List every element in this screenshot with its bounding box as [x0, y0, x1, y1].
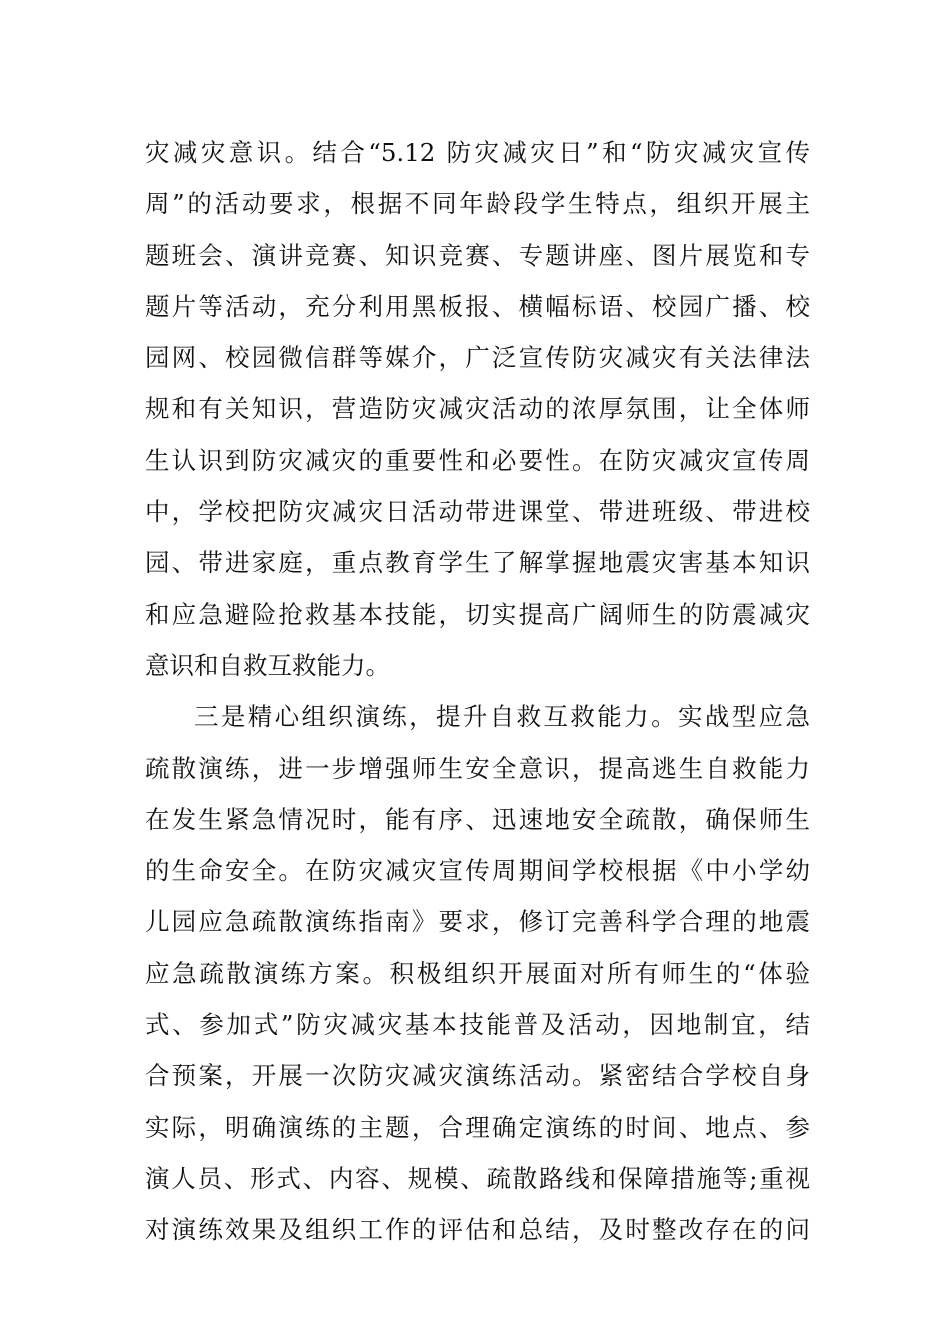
- text-line: 园网、校园微信群等媒介，广泛宣传防灾减灾有关法律法: [145, 343, 810, 373]
- body-text: [145, 127, 810, 1256]
- text-line: 合预案，开展一次防灾减灾演练活动。紧密结合学校自身: [145, 1061, 810, 1091]
- text-line: 中，学校把防灾减灾日活动带进课堂、带进班级、带进校: [145, 497, 810, 527]
- text-line: 应急疏散演练方案。积极组织开展面对所有师生的“体验: [145, 958, 810, 988]
- text-line: 式、参加式”防灾减灾基本技能普及活动，因地制宜，结: [145, 1010, 810, 1040]
- text-line: 意识和自救互救能力。: [145, 650, 390, 680]
- text-line: 灾减灾意识。结合“5.12 防灾减灾日”和“防灾减灾宣传: [145, 138, 810, 167]
- text-line: 题班会、演讲竞赛、知识竞赛、专题讲座、图片展览和专: [145, 240, 810, 270]
- text-line: 园、带进家庭，重点教育学生了解掌握地震灾害基本知识: [145, 548, 810, 578]
- text-line: 三是精心组织演练，提升自救互救能力。实战型应急: [194, 702, 810, 732]
- text-line: 的生命安全。在防灾减灾宣传周期间学校根据《中小学幼: [145, 856, 810, 886]
- text-line: 演人员、形式、内容、规模、疏散路线和保障措施等;重视: [145, 1163, 810, 1193]
- text-line: 生认识到防灾减灾的重要性和必要性。在防灾减灾宣传周: [145, 445, 810, 475]
- text-line: 和应急避险抢救基本技能，切实提高广阔师生的防震减灾: [145, 599, 810, 629]
- text-line: 疏散演练，进一步增强师生安全意识，提高逃生自救能力: [145, 753, 810, 783]
- text-line: 周”的活动要求，根据不同年龄段学生特点，组织开展主: [145, 189, 810, 219]
- text-line: 儿园应急疏散演练指南》要求，修订完善科学合理的地震: [145, 907, 810, 937]
- text-line: 在发生紧急情况时，能有序、迅速地安全疏散，确保师生: [145, 804, 810, 834]
- paragraph-2: [145, 691, 810, 1255]
- text-line: 题片等活动，充分利用黑板报、横幅标语、校园广播、校: [145, 291, 810, 321]
- text-line: 规和有关知识，营造防灾减灾活动的浓厚氛围，让全体师: [145, 394, 810, 424]
- text-line: 对演练效果及组织工作的评估和总结，及时整改存在的问: [145, 1215, 810, 1245]
- paragraph-1: [145, 127, 810, 691]
- text-line: 实际，明确演练的主题，合理确定演练的时间、地点、参: [145, 1112, 810, 1142]
